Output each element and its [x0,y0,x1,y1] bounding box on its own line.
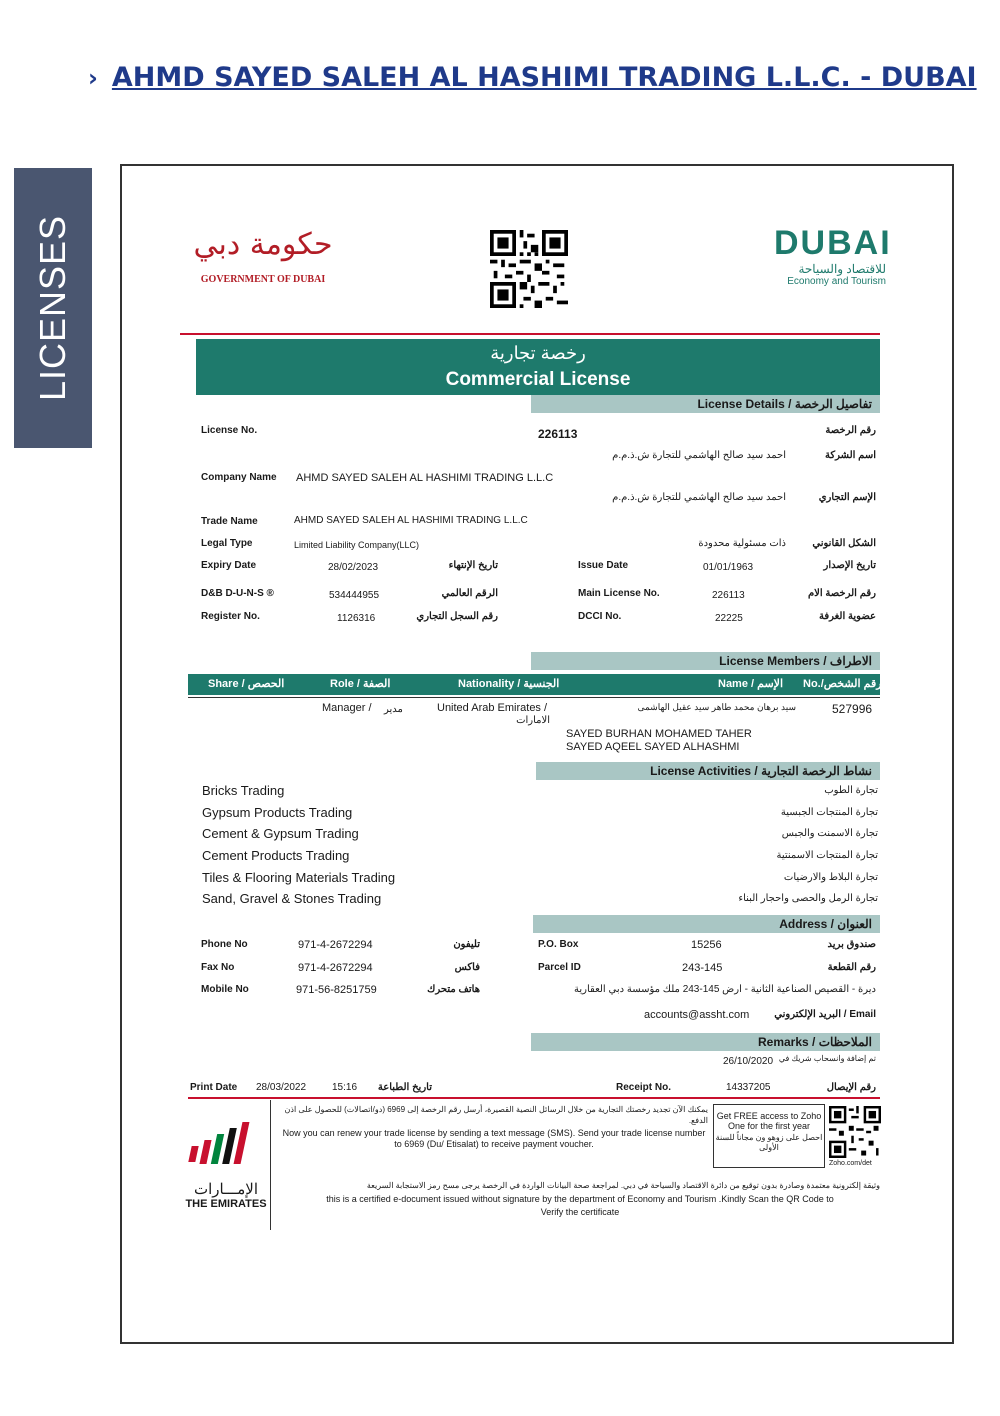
activity-en: Cement Products Trading [202,848,350,864]
zoho-offer-english: Get FREE access to Zoho One for the first year [716,1111,822,1131]
legal-type-value: Limited Liability Company(LLC) [294,540,420,550]
activity-ar: تجارة المنتجات الجبسية [780,806,878,818]
legal-type-arabic: ذات مسئولية محدودة [698,538,786,549]
section-license-members: License Members / الاطراف [531,652,880,670]
license-no-label-ar: رقم الرخصة [825,425,876,436]
section-license-activities: License Activities / نشاط الرخصة التجارية [536,762,880,780]
receipt-no-label-ar: رقم الإيصال [826,1082,876,1093]
certified-notice-english-2: Verify the certificate [540,1207,620,1217]
sms-renewal-english: Now you can renew your trade license by sending a text message (SMS). Send your trade license number to 6969 (Du/ Etisalat) to receive payment voucher. [282,1128,706,1149]
license-no-label: License No. [201,425,258,436]
emirates-flag-marks [184,1120,268,1170]
main-license-label: Main License No. [578,588,660,599]
dcci-no-label-ar: عضوية الغرفة [818,611,876,622]
phone-label-ar: تليفون [453,939,480,950]
activity-row [202,826,880,848]
page-title [88,62,977,93]
banner-title-arabic: رخصة تجارية [490,343,586,363]
col-role: Role / الصفة [330,678,391,690]
member-name-line1: SAYED BURHAN MOHAMED TAHER [566,728,752,740]
zoho-offer-arabic: احصل على زوهو ون مجاناً للسنة الأولى [715,1133,823,1152]
trade-name-label-ar: الإسم التجاري [818,492,876,503]
print-date-label: Print Date [190,1082,238,1093]
activity-en: Gypsum Products Trading [202,804,353,820]
activity-row [202,805,880,827]
company-name-value: AHMD SAYED SALEH AL HASHIMI TRADING L.L.C [296,472,554,484]
gov-logo-english: GOVERNMENT OF DUBAI [200,274,326,285]
member-name-line2: SAYED AQEEL SAYED ALHASHMI [566,741,740,753]
activity-en: Tiles & Flooring Materials Trading [202,869,396,885]
activity-row [202,870,880,892]
emirates-logo-arabic: الإمـــارات [193,1181,259,1198]
activity-ar: تجارة الطوب [824,785,878,796]
member-role-ar: مدير [384,704,403,715]
register-no-value: 1126316 [337,613,376,624]
register-no-label-ar: رقم السجل التجاري [416,611,498,622]
col-name: Name / الإسم [718,678,784,690]
mobile-label-ar: هاتف متحرك [427,984,480,995]
fax-label-ar: فاكس [454,962,480,973]
remarks-text-ar: تم إضافة وانسحاب شريك في [778,1054,876,1063]
qr-code-zoho [829,1106,881,1158]
company-name-label: Company Name [201,472,277,483]
duns-label-ar: الرقم العالمي [441,588,498,599]
company-name-arabic: احمد سيد صالح الهاشمي للتجارة ش.ذ.م.م [612,450,786,461]
duns-label: D&B D-U-N-S ® [201,588,274,599]
det-english: Economy and Tourism [787,276,886,287]
commercial-license-banner [196,339,880,395]
main-license-value: 226113 [712,590,745,601]
mobile-label: Mobile No [201,984,249,995]
section-remarks: Remarks / الملاحظات [531,1033,880,1051]
side-tab-label: LICENSES [32,214,73,402]
email-value: accounts@assht.com [644,1009,750,1021]
member-role: Manager / [322,702,372,714]
banner-title-english: Commercial License [445,369,631,390]
header-red-rule [180,333,880,335]
activity-row [202,891,880,913]
activity-ar: تجارة الرمل والحصى واحجار البناء [738,893,878,905]
duns-value: 534444955 [329,590,380,601]
sms-renewal-arabic: يمكنك الآن تجديد رخصتك التجارية من خلال الرسائل النصية القصيرة، أرسل رقم الرخصة إلى 6969 (دو/اتصالات) للحصول على اذن الدفع. [284,1105,708,1125]
page-title-text: AHMD SAYED SALEH AL HASHIMI TRADING L.L.C. - DUBAI [111,62,977,93]
phone-label: Phone No [201,939,248,950]
col-share: Share / الحصص [208,678,285,690]
mobile-value: 971-56-8251759 [296,984,377,996]
pobox-value: 15256 [691,939,722,951]
activity-row [202,783,880,805]
receipt-no-value: 14337205 [726,1082,771,1093]
members-table-header [188,674,880,695]
col-nationality: Nationality / الجنسية [458,678,560,690]
license-no-value: 226113 [538,427,578,441]
print-line-rule [188,1097,880,1099]
section-address: Address / العنوان [533,915,880,933]
pobox-label: P.O. Box [538,939,579,950]
fax-label: Fax No [201,962,235,973]
parcel-id-label-ar: رقم القطعة [827,962,876,973]
remarks-date: 26/10/2020 [723,1056,774,1067]
expiry-date-label-ar: تاريخ الإنتهاء [448,560,498,571]
print-date-label-ar: تاريخ الطباعة [377,1082,432,1093]
company-name-label-ar: اسم الشركة [825,450,876,461]
dcci-no-value: 22225 [715,613,743,624]
member-nationality: United Arab Emirates / [437,702,548,714]
activity-en: Cement & Gypsum Trading [202,826,359,842]
government-of-dubai-logo [188,228,338,290]
dubai-economy-tourism-logo [774,224,892,296]
section-license-details: License Details / تفاصيل الرخصة [531,395,880,413]
email-label: Email / البريد الإلكتروني [774,1009,876,1020]
members-row-rule [188,697,880,698]
activity-ar: تجارة البلاط والارضيات [783,871,878,883]
receipt-no-label: Receipt No. [616,1082,672,1093]
register-no-label: Register No. [201,611,260,622]
expiry-date-value: 28/02/2023 [328,562,379,573]
zoho-url: Zoho.com/det [829,1160,872,1167]
trade-name-value: AHMD SAYED SALEH AL HASHIMI TRADING L.L.C [294,515,528,526]
trade-name-arabic: احمد سيد صالح الهاشمي للتجارة ش.ذ.م.م [612,492,786,503]
member-name-ar: سيد برهان محمد طاهر سيد عقيل الهاشمى [637,702,796,712]
det-arabic: للاقتصاد والسياحة [798,262,886,276]
expiry-date-label: Expiry Date [201,560,257,571]
activity-ar: تجارة المنتجات الاسمنتية [776,850,878,862]
main-license-label-ar: رقم الرخصة الام [807,588,876,599]
issue-date-value: 01/01/1963 [703,562,754,573]
print-time-value: 15:16 [332,1082,358,1093]
activity-ar: تجارة الاسمنت والجبس [781,828,878,840]
chevron-right-icon: › [88,64,98,92]
activity-en: Bricks Trading [202,783,285,798]
certified-notice-arabic: وثيقة إلكترونية معتمدة وصادرة بدون توقيع من دائرة الاقتصاد والسياحة في دبي. لمراجعة صحة البيانات الواردة في الرخصة يرجى مسح رمز الاستجابة السريعة [366,1181,880,1190]
activity-row [202,848,880,870]
issue-date-label-ar: تاريخ الإصدار [823,560,876,571]
member-nationality-ar: الامارات [516,715,550,726]
gov-logo-arabic: حكومة دبي [193,227,333,262]
fax-value: 971-4-2672294 [298,962,373,974]
member-person-no: 527996 [832,702,873,716]
activities-list [202,783,880,913]
certified-notice-english: this is a certified e-document issued without signature by the department of Economy and Tourism .Kindly Scan the QR Code to [326,1194,834,1204]
footer-divider [270,1100,271,1230]
legal-type-label-ar: الشكل القانوني [812,538,876,549]
print-date-value: 28/03/2022 [256,1082,307,1093]
parcel-id-value: 243-145 [682,962,723,974]
dubai-wordmark: DUBAI [774,224,892,262]
issue-date-label: Issue Date [578,560,629,571]
col-person-no: No./رقم الشخص [803,678,882,690]
parcel-id-label: Parcel ID [538,962,581,973]
qr-code-top [490,230,568,308]
side-tab [14,168,92,448]
pobox-label-ar: صندوق بريد [827,939,876,950]
activity-en: Sand, Gravel & Stones Trading [202,891,382,907]
trade-name-label: Trade Name [201,516,258,527]
location-arabic: ديرة - القصيص الصناعية الثانية - ارض 145-243 ملك مؤسسة دبي العقارية [573,984,876,995]
zoho-offer-box [713,1104,825,1168]
legal-type-label: Legal Type [201,538,253,549]
the-emirates-logo [184,1120,268,1220]
phone-value: 971-4-2672294 [298,939,373,951]
emirates-logo-english: THE EMIRATES [185,1198,267,1210]
dcci-no-label: DCCI No. [578,611,622,622]
